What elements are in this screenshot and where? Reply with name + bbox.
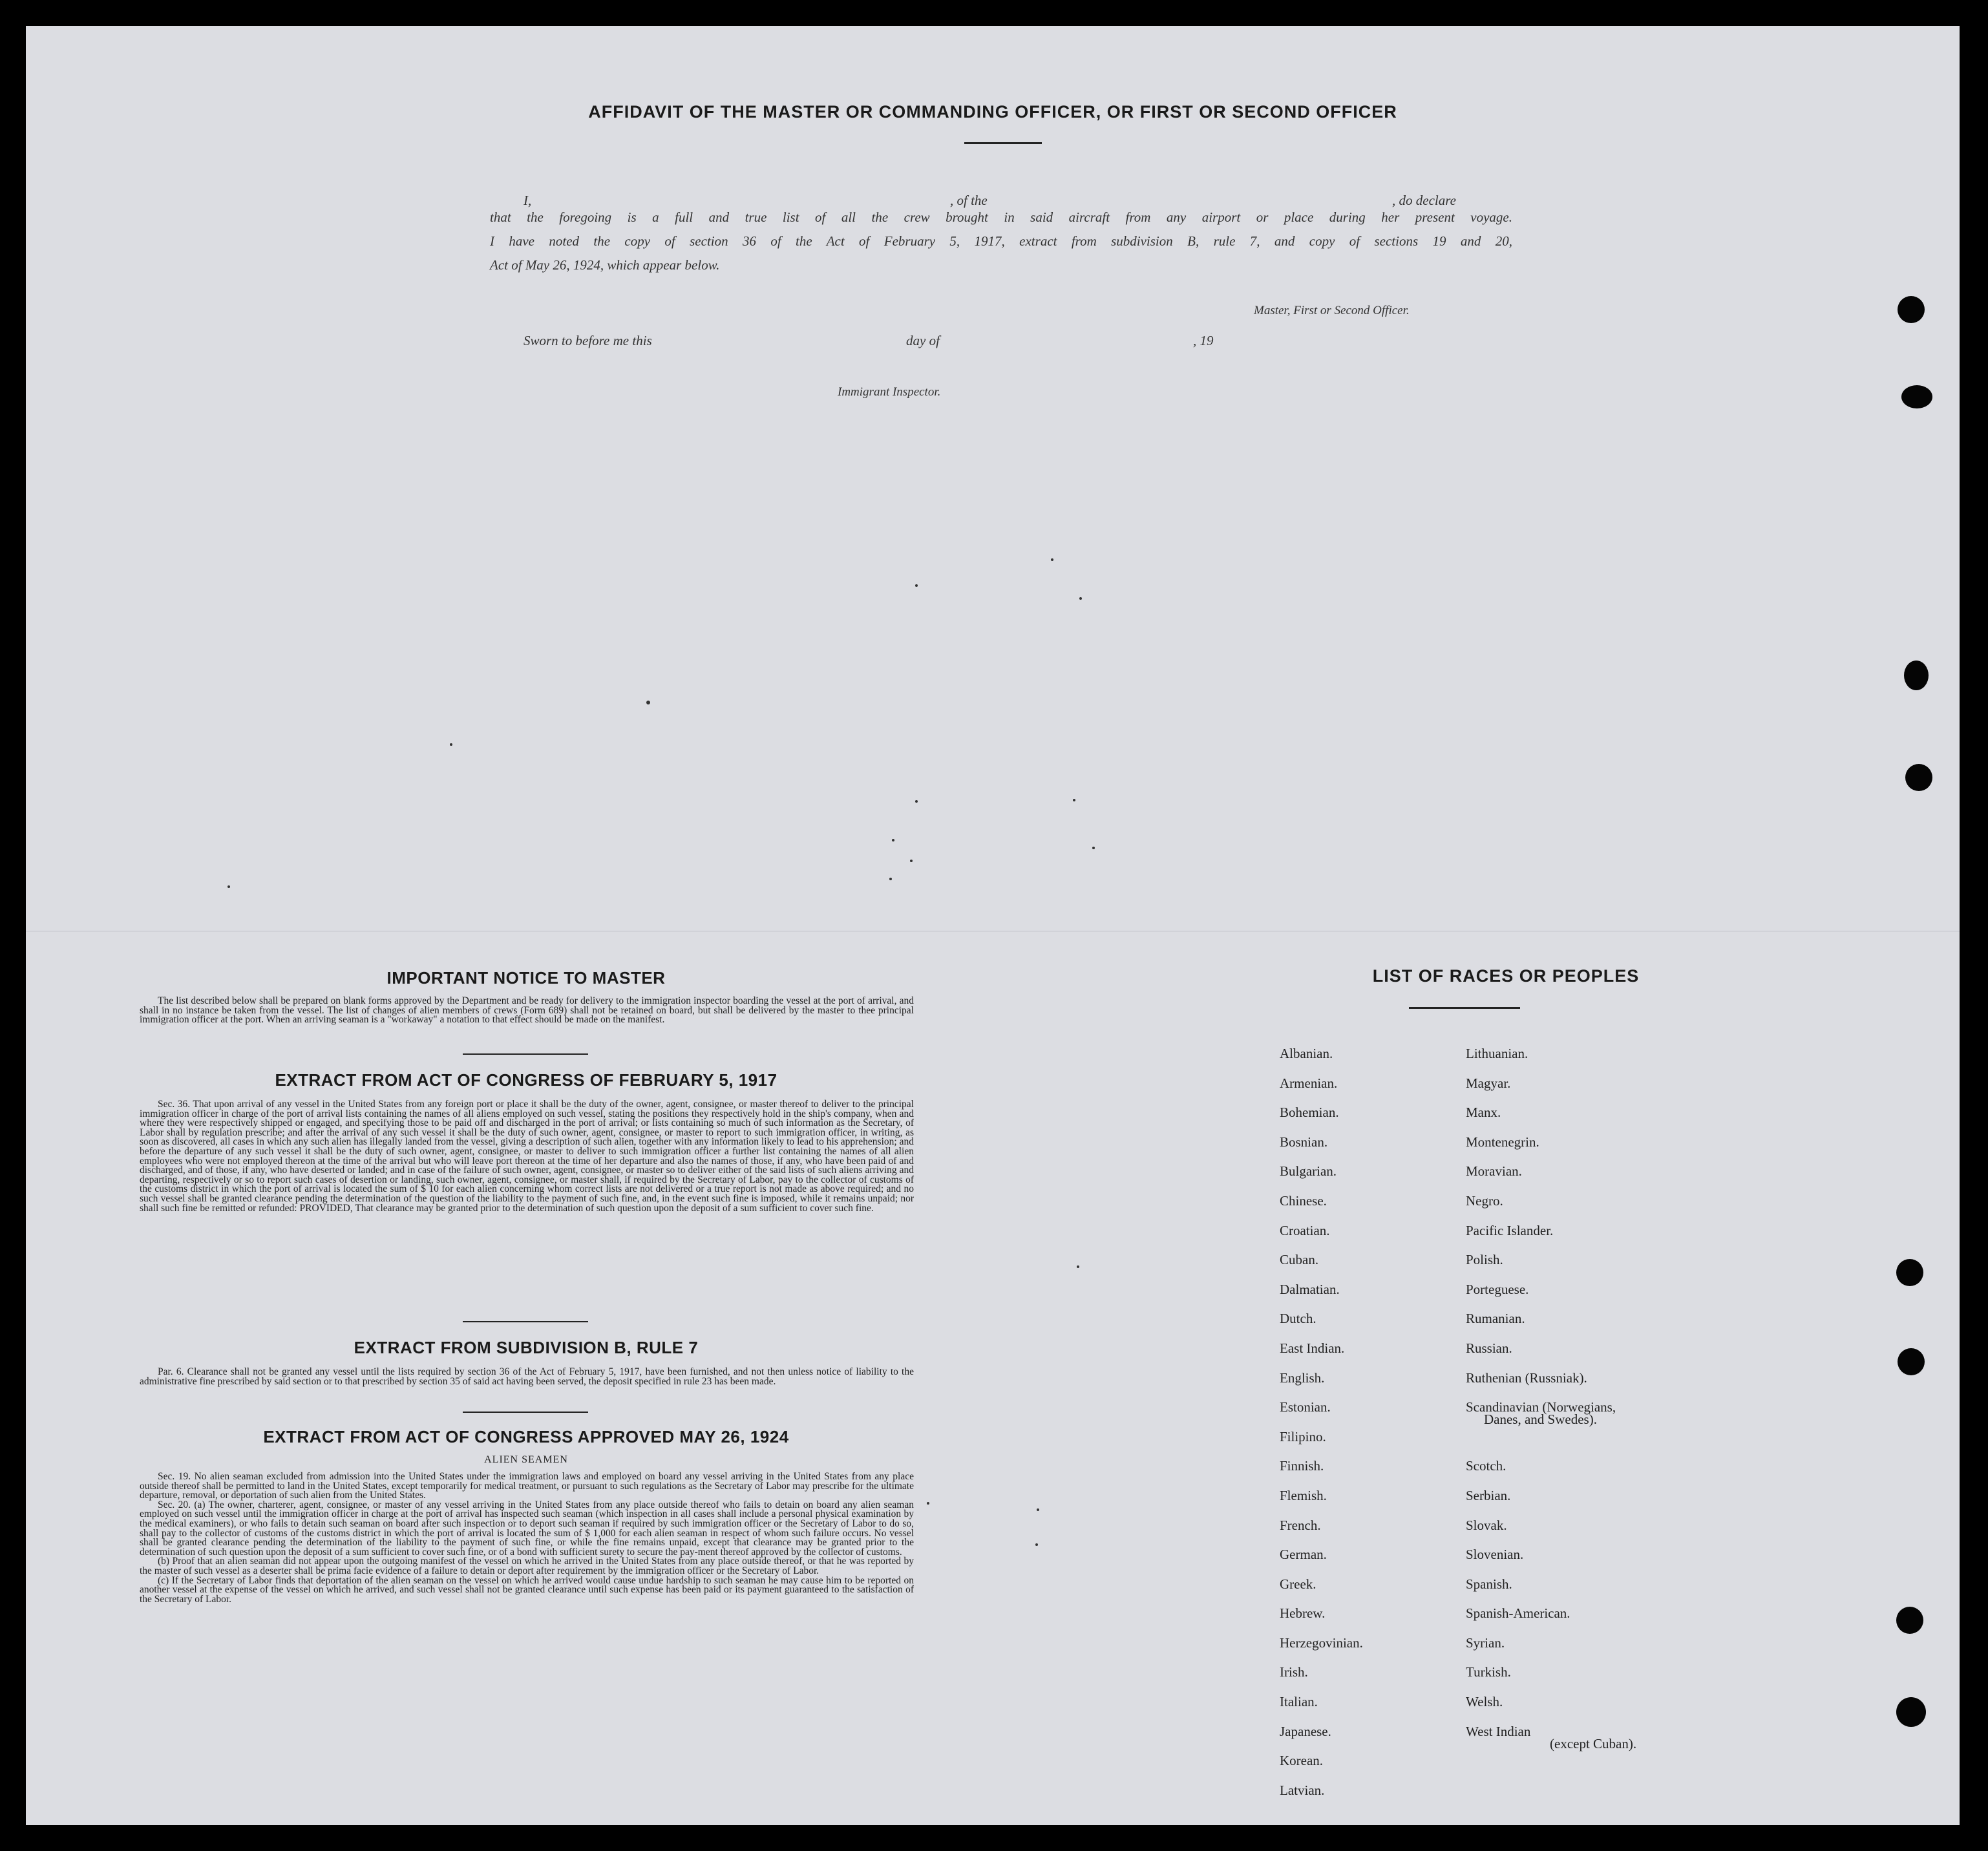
speck bbox=[1092, 847, 1095, 849]
race-item bbox=[1466, 1134, 1616, 1164]
race-item bbox=[1280, 1399, 1363, 1429]
race-name: Lithuanian. bbox=[1466, 1046, 1528, 1061]
race-name: Rumanian. bbox=[1466, 1311, 1525, 1327]
affidavit-of-the: , of the bbox=[950, 193, 988, 208]
sec20c-paragraph: (c) If the Secretary of Labor finds that deportation of the alien seaman on the vessel on which he arrived would cause undue hardship to such seaman he may cause him to be reported on another vessel at the expense of the vessel on which he arrived, and such vessel shall not be granted clearance until such expense has been paid or its payment guaranteed to the satisfaction of the Secretary of Labor. bbox=[140, 1574, 914, 1605]
speck bbox=[889, 878, 892, 880]
race-item bbox=[1280, 1605, 1363, 1635]
race-name: Bohemian. bbox=[1280, 1105, 1339, 1121]
race-name: Magyar. bbox=[1466, 1075, 1511, 1091]
race-name: Spanish. bbox=[1466, 1576, 1512, 1592]
race-name: English. bbox=[1280, 1370, 1325, 1386]
race-item bbox=[1466, 1576, 1616, 1606]
punch-hole bbox=[1898, 296, 1925, 323]
speck bbox=[910, 860, 913, 862]
race-item bbox=[1466, 1429, 1616, 1459]
affidavit-title: AFFIDAVIT OF THE MASTER OR COMMANDING OFFICER, OR FIRST OR SECOND OFFICER bbox=[588, 102, 1397, 122]
speck bbox=[927, 1502, 929, 1505]
race-name: Greek. bbox=[1280, 1576, 1317, 1592]
race-continuation: (except Cuban). bbox=[1550, 1735, 1637, 1751]
punch-hole bbox=[1905, 764, 1932, 791]
speck bbox=[1079, 597, 1082, 600]
fold-line bbox=[26, 931, 1960, 932]
speck bbox=[646, 701, 650, 704]
notice-title: IMPORTANT NOTICE TO MASTER bbox=[386, 968, 666, 988]
race-item bbox=[1466, 1694, 1616, 1724]
races-title: LIST OF RACES OR PEOPLES bbox=[1372, 966, 1640, 986]
race-name: Montenegrin. bbox=[1466, 1134, 1539, 1150]
race-item bbox=[1280, 1724, 1363, 1753]
signature-label: Master, First or Second Officer. bbox=[1254, 304, 1410, 317]
race-item bbox=[1466, 1370, 1616, 1400]
races-column-1 bbox=[1280, 1046, 1363, 1812]
affidavit-do-declare: , do declare bbox=[1392, 193, 1456, 208]
day-of-text: day of bbox=[906, 333, 940, 348]
declaration-line: I have noted the copy of section 36 of the Act of February 5, 1917, extract from subdivision B, rule 7, and copy of sections 19 and 20, bbox=[490, 233, 1512, 249]
document-sheet bbox=[26, 26, 1960, 1825]
race-name: Hebrew. bbox=[1280, 1605, 1326, 1622]
extract-1924-body bbox=[140, 1472, 914, 1604]
races-rule bbox=[1409, 1007, 1520, 1009]
inspector-label: Immigrant Inspector. bbox=[838, 385, 941, 399]
race-name: Korean. bbox=[1280, 1753, 1324, 1769]
race-name: Polish. bbox=[1466, 1252, 1503, 1268]
race-item bbox=[1280, 1635, 1363, 1665]
speck bbox=[227, 885, 230, 888]
notice-paragraph: The list described below shall be prepared on blank forms approved by the Department and be ready for delivery to the immigration inspector boarding the vessel at the port of arrival, and shall in no instance be taken from the vessel. The list of changes of alien members of crews (Form 689) shall not be retained on board, but shall be delivered by the master to thee principal immigration officer at the port. When an arriving seaman is a "workaway" a notation to that effect should be made on the manifest. bbox=[140, 995, 914, 1026]
race-item bbox=[1466, 1046, 1616, 1075]
race-item bbox=[1466, 1605, 1616, 1635]
race-item bbox=[1466, 1163, 1616, 1193]
race-item bbox=[1280, 1163, 1363, 1193]
speck bbox=[1037, 1508, 1039, 1511]
race-item bbox=[1280, 1694, 1363, 1724]
race-item bbox=[1280, 1370, 1363, 1400]
race-name: French. bbox=[1280, 1517, 1321, 1533]
race-item bbox=[1280, 1488, 1363, 1518]
declaration-line: that the foregoing is a full and true list of all the crew brought in said aircraft from any airport or place during her present voyage. bbox=[490, 209, 1512, 225]
rule7-body bbox=[140, 1368, 914, 1386]
race-item bbox=[1466, 1193, 1616, 1223]
affidavit-declaration bbox=[490, 206, 1512, 277]
race-name: Welsh. bbox=[1466, 1694, 1503, 1710]
race-item bbox=[1466, 1664, 1616, 1694]
speck bbox=[915, 584, 918, 587]
races-column-2 bbox=[1466, 1046, 1637, 1753]
race-item bbox=[1280, 1518, 1363, 1547]
rule7-title: EXTRACT FROM SUBDIVISION B, RULE 7 bbox=[354, 1338, 699, 1357]
race-name: German. bbox=[1280, 1547, 1327, 1563]
speck bbox=[1073, 799, 1075, 801]
race-name: Bulgarian. bbox=[1280, 1163, 1337, 1179]
race-item bbox=[1466, 1075, 1616, 1105]
speck bbox=[915, 800, 918, 803]
race-item bbox=[1280, 1311, 1363, 1340]
race-item bbox=[1280, 1252, 1363, 1282]
race-name: Moravian. bbox=[1466, 1163, 1522, 1179]
race-name: Estonian. bbox=[1280, 1399, 1331, 1415]
affidavit-i: I, bbox=[523, 193, 532, 208]
race-name: Filipino. bbox=[1280, 1428, 1326, 1444]
race-name: Bosnian. bbox=[1280, 1134, 1328, 1150]
sec19-paragraph: Sec. 19. No alien seaman excluded from admission into the United States under the immigration laws and employed on board any vessel arriving in the United States from any place outside thereof shall be permitted to land in the United States, except temporarily for medical treatment, or pursuant to such regulations as the Secretary of Labor may prescribe for the ultimate departure, removal, or deportation of such alien from the United States. bbox=[140, 1471, 914, 1501]
race-item bbox=[1280, 1046, 1363, 1075]
race-item bbox=[1466, 1547, 1616, 1576]
race-name: Slovak. bbox=[1466, 1517, 1507, 1533]
race-item bbox=[1466, 1252, 1616, 1282]
extract-1917-body bbox=[140, 1100, 914, 1213]
speck bbox=[450, 743, 452, 746]
race-name: Scotch. bbox=[1466, 1458, 1507, 1474]
race-name: Porteguese. bbox=[1466, 1281, 1529, 1297]
speck bbox=[892, 839, 894, 841]
race-item bbox=[1280, 1782, 1363, 1812]
race-name: Russian. bbox=[1466, 1340, 1512, 1356]
extract-1924-title: EXTRACT FROM ACT OF CONGRESS APPROVED MAY 26, 1924 bbox=[263, 1427, 789, 1446]
race-name: Herzegovinian. bbox=[1280, 1634, 1363, 1651]
punch-hole bbox=[1896, 1607, 1923, 1634]
race-name: Japanese. bbox=[1280, 1723, 1331, 1739]
extract-1917-title: EXTRACT FROM ACT OF CONGRESS OF FEBRUARY 5, 1917 bbox=[275, 1070, 777, 1090]
race-name: Flemish. bbox=[1280, 1487, 1327, 1503]
race-name: Turkish. bbox=[1466, 1664, 1511, 1680]
race-item bbox=[1280, 1576, 1363, 1606]
race-name: Slovenian. bbox=[1466, 1547, 1524, 1563]
race-item bbox=[1466, 1399, 1616, 1429]
race-item bbox=[1280, 1664, 1363, 1694]
race-name: Negro. bbox=[1466, 1192, 1503, 1209]
race-name: Cuban. bbox=[1280, 1252, 1319, 1268]
race-name: Chinese. bbox=[1280, 1192, 1327, 1209]
race-item bbox=[1466, 1723, 1637, 1753]
punch-hole bbox=[1896, 1259, 1923, 1286]
race-item bbox=[1280, 1340, 1363, 1370]
speck bbox=[1077, 1265, 1079, 1268]
race-name: Manx. bbox=[1466, 1105, 1501, 1121]
sec20a-paragraph: Sec. 20. (a) The owner, charterer, agent, consignee, or master of any vessel arriving in the United States from any place outside thereof who fails to detain on board any alien seaman employed on such vessel until the immigration officer in charge at the port of arrival has inspected such seaman (which inspection in all cases shall include a personal physical examination by the medical examiners), or who fails to detain such seaman on board after such inspection or to deport such seaman if required by such immigration officer or the Secretary of Labor to do so, shall pay to the collector of customs of the customs district in which the port of arrival is located the sum of $ 1,000 for each alien seaman in respect of whom such failure occurs. No vessel shall be granted clearance pending the determination of the liability to the payment of such fine, or while the fine remains unpaid, except that clearance may be granted prior to the determination of such question upon the deposit of a sum sufficient to cover such fine, or of a bond with sufficient surety to secure the pay-ment thereof approved by the collector of customs. bbox=[140, 1499, 914, 1558]
race-item bbox=[1466, 1105, 1616, 1134]
race-item bbox=[1466, 1518, 1616, 1547]
title-rule bbox=[964, 142, 1042, 144]
race-name: Italian. bbox=[1280, 1694, 1318, 1710]
race-name: Armenian. bbox=[1280, 1075, 1338, 1091]
alien-seamen-subtitle: ALIEN SEAMEN bbox=[484, 1454, 568, 1465]
race-name: Dutch. bbox=[1280, 1311, 1317, 1327]
race-item bbox=[1466, 1635, 1616, 1665]
race-item bbox=[1466, 1282, 1616, 1311]
race-item bbox=[1280, 1429, 1363, 1459]
race-item bbox=[1280, 1458, 1363, 1488]
race-name: Dalmatian. bbox=[1280, 1281, 1340, 1297]
race-item bbox=[1280, 1134, 1363, 1164]
race-item bbox=[1280, 1075, 1363, 1105]
speck bbox=[1051, 558, 1053, 561]
sec20b-paragraph: (b) Proof that an alien seaman did not appear upon the outgoing manifest of the vessel on which he arrived in the United States from any place outside thereof, or that he was reported by the master of such vessel as a deserter shall be prima facie evidence of a failure to detain or deport after requirement by the immigration officer or the Secretary of Labor. bbox=[140, 1556, 914, 1576]
race-name: Spanish-American. bbox=[1466, 1605, 1570, 1622]
race-name: East Indian. bbox=[1280, 1340, 1345, 1356]
race-item bbox=[1280, 1282, 1363, 1311]
sworn-text: Sworn to before me this bbox=[523, 333, 652, 348]
race-item bbox=[1466, 1340, 1616, 1370]
section-rule bbox=[463, 1053, 588, 1055]
declaration-line: Act of May 26, 1924, which appear below. bbox=[490, 257, 720, 273]
speck bbox=[1035, 1543, 1038, 1546]
notice-body bbox=[140, 997, 914, 1025]
race-item bbox=[1466, 1458, 1616, 1488]
year-text: , 19 bbox=[1193, 333, 1214, 348]
race-name: Albanian. bbox=[1280, 1046, 1333, 1061]
race-item bbox=[1466, 1488, 1616, 1518]
race-item bbox=[1280, 1753, 1363, 1782]
race-item bbox=[1466, 1223, 1616, 1253]
race-name: Syrian. bbox=[1466, 1634, 1505, 1651]
race-item bbox=[1280, 1223, 1363, 1253]
punch-hole bbox=[1898, 1348, 1925, 1375]
punch-hole bbox=[1901, 385, 1932, 408]
race-name: Pacific Islander. bbox=[1466, 1222, 1554, 1238]
race-name: West Indian bbox=[1466, 1723, 1531, 1739]
race-item bbox=[1280, 1193, 1363, 1223]
race-name: Serbian. bbox=[1466, 1487, 1511, 1503]
punch-hole bbox=[1904, 661, 1929, 690]
punch-hole bbox=[1896, 1697, 1926, 1727]
race-name: Finnish. bbox=[1280, 1458, 1324, 1474]
section-rule bbox=[463, 1321, 588, 1322]
race-name: Latvian. bbox=[1280, 1782, 1325, 1798]
race-item bbox=[1280, 1547, 1363, 1576]
rule7-paragraph: Par. 6. Clearance shall not be granted any vessel until the lists required by section 36 of the Act of February 5, 1917, have been furnished, and not then unless notice of liability to the administrative fine prescribed by said section or to that prescribed by section 35 of said act having been served, the deposit specified in rule 23 has been made. bbox=[140, 1366, 914, 1387]
race-name: Ruthenian (Russniak). bbox=[1466, 1370, 1587, 1386]
race-item bbox=[1466, 1311, 1616, 1340]
race-item bbox=[1280, 1105, 1363, 1134]
race-name: Croatian. bbox=[1280, 1222, 1330, 1238]
race-name: Irish. bbox=[1280, 1664, 1308, 1680]
section-rule bbox=[463, 1412, 588, 1413]
race-continuation: Danes, and Swedes). bbox=[1484, 1412, 1597, 1428]
race-name: Scandinavian (Norwegians, bbox=[1466, 1399, 1616, 1415]
sec36-paragraph: Sec. 36. That upon arrival of any vessel in the United States from any foreign port or place it shall be the duty of the owner, agent, consignee, or master thereof to deliver to the principal immigration officer in charge of the port of arrival lists containing the names of all aliens employed on such vessel, stating the positions they respectively hold in the ship's company, when and where they were respectively shipped or engaged, and specifying those to be paid off and discharged in the port of arrival; or lists containing so much of such information as the Secretary, of Labor shall by regulation prescribe; and after the arrival of any such vessel it shall be the duty of such owner, agent, consignee, or master to report to such immigration officer, in writing, as soon as discovered, all cases in which any such alien has illegally landed from the vessel, giving a description of such alien, together with any information likely to lead to his apprehension; and before the departure of any such vessel it shall be the duty of such owner, agent, consignee, or master to deliver to such immigration officer a further list containing the names of all alien employees who were not employed thereon at the time of the arrival but who will leave port thereon at the time of her departure and also the names of those, if any, who have been paid of and discharged, and of those, if any, who have deserted or landed; and in case of the failure of such owner, agent, consignee, or master so to deliver either of the said lists of such aliens arriving and departing, respectively or so to report such cases of desertion or landing, such owner, agent, consignee, or master shall, if required by the Secretary of Labor, pay to the collector of customs of the customs district in which the port of arrival is located the sum of $ 10 for each alien concerning whom correct lists are not delivered or a true report is not made as above required; and no such vessel shall be granted clearance pending the determination of the question of the liability to the payment of such fine, and, in the event such fine is imposed, while it remains unpaid; nor shall such fine be remitted or refunded: PROVIDED, That clearance may be granted prior to the determination of such question upon the deposit of a sum sufficient to cover such fine. bbox=[140, 1099, 914, 1214]
